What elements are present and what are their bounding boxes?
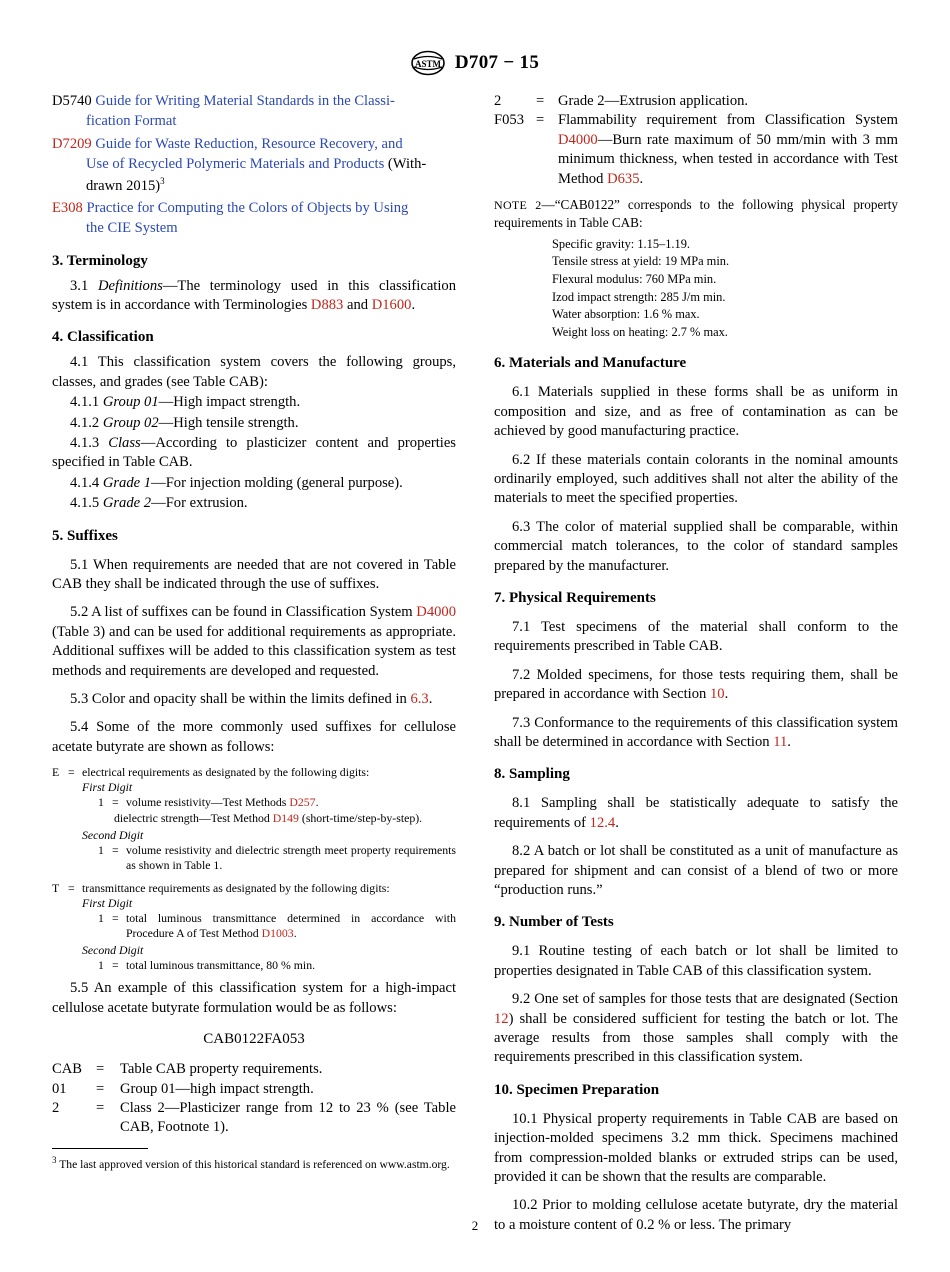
standard-designation: D707 − 15 <box>454 52 540 73</box>
reference-item-cont <box>52 155 456 174</box>
reference-title-line[interactable]: Guide for Waste Reduction, Resource Recovery, and <box>95 135 403 152</box>
desc-text-post: . <box>639 170 644 187</box>
note-2 <box>494 196 898 231</box>
paragraph-term: Group 01 <box>102 394 159 411</box>
paragraph-text-post: . <box>787 734 791 750</box>
suffix-description: electrical requirements as designated by the following digits: <box>82 765 370 780</box>
paragraph-number: 5.4 <box>70 719 89 736</box>
paragraph-term: Grade 2 <box>102 495 152 512</box>
digit-value: 1 <box>98 795 104 810</box>
link-d883[interactable]: D883 <box>310 297 344 314</box>
reference-title-line[interactable]: Guide for Writing Material Standards in the Classi- <box>95 93 395 109</box>
example-breakdown-table <box>52 1060 456 1138</box>
footnote-rule <box>52 1148 148 1149</box>
link-section-11[interactable]: 11 <box>773 734 788 750</box>
digit-text-pre: total luminous transmittance determined in accordance with Procedure A of Test Method <box>126 911 456 941</box>
section-heading-number-of-tests: 9. Number of Tests <box>494 914 614 931</box>
suffix-code: T <box>52 880 60 895</box>
digit-value: 1 <box>98 958 104 973</box>
paragraph-text: This classification system covers the following groups, classes, and grades (see Table CAB): <box>52 354 456 390</box>
second-digit-label: Second Digit <box>82 943 144 958</box>
paragraph-text-post: (Table 3) and can be used for additional requirements as appropriate. Additional suffixes will be added to this classification system as test methods and requirements are developed and requested. <box>52 623 456 679</box>
example-code-cell: 01 <box>52 1080 67 1097</box>
paragraph-text: Physical property requirements in Table CAB are based on injection-molded specimens 3.2 mm thick. Specimens machined from compression-molded blanks or extruded strips can be used, provided it can be shown that the results are comparable. <box>494 1110 898 1185</box>
example-code-cell: 2 <box>52 1100 60 1117</box>
link-d1600[interactable]: D1600 <box>371 297 412 314</box>
equals-sign: = <box>112 842 119 857</box>
paragraph-term: Definitions <box>97 277 163 294</box>
first-digit-label: First Digit <box>82 780 133 795</box>
paragraph-number: 10.2 <box>512 1197 538 1214</box>
example-description-cell: Class 2—Plasticizer range from 12 to 23 % (see Table CAB, Footnote 1). <box>120 1100 456 1136</box>
example-code-cell: CAB <box>52 1061 83 1078</box>
footnote-text <box>52 1155 456 1172</box>
paragraph-text: Prior to molding cellulose acetate butyrate, dry the material to a moisture content of 0.2 % or less. The primary <box>494 1197 899 1233</box>
paragraph-5-2 <box>52 603 456 681</box>
paragraph-number: 6.2 <box>512 451 531 468</box>
reference-id: D5740 <box>52 93 92 109</box>
second-digit-label: Second Digit <box>82 827 144 842</box>
example-description-cell <box>558 111 898 189</box>
equals-sign: = <box>96 1061 105 1078</box>
equals-sign: = <box>536 93 545 109</box>
digit-text-line2-pre: dielectric strength—Test Method <box>114 810 273 825</box>
paragraph-term: Grade 1 <box>102 474 152 491</box>
paragraph-4-1 <box>52 353 456 392</box>
digit-text-post: . <box>293 926 297 941</box>
note-text: —“CAB0122” corresponds to the following physical property requirements in Table CAB: <box>494 197 898 230</box>
suffix-digit-row <box>52 958 456 973</box>
paragraph-6-2 <box>494 451 898 509</box>
paragraph-text: If these materials contain colorants in the nominal amounts ordinarily employed, such additives shall not alter the ability of the materials to meet the specified properties. <box>494 451 898 507</box>
digit-description: total luminous transmittance, 80 % min. <box>126 958 316 973</box>
link-d4000[interactable]: D4000 <box>416 604 457 621</box>
paragraph-text-post: ) shall be considered sufficient for testing the batch or lot. The average results from those samples shall comply with the requirements prescribed in this classification system. <box>494 1010 898 1066</box>
two-column-body <box>52 92 898 1236</box>
svg-text:ASTM: ASTM <box>414 59 441 69</box>
paragraph-text: —For injection molding (general purpose). <box>151 474 403 491</box>
table-row <box>494 111 898 189</box>
section-heading-classification: 4. Classification <box>52 329 154 346</box>
paragraph-text: Some of the more commonly used suffixes for cellulose acetate butyrate are shown as follows: <box>52 719 456 755</box>
link-section-10[interactable]: 10 <box>709 686 725 703</box>
paragraph-text-pre: Conformance to the requirements of this classification system shall be determined in accordance with Section <box>494 714 898 750</box>
paragraph-4-1-3 <box>52 434 456 473</box>
paragraph-number: 5.3 <box>70 691 89 708</box>
link-12-4[interactable]: 12.4 <box>589 814 616 831</box>
link-d257[interactable]: D257 <box>289 795 316 810</box>
paragraph-4-1-4 <box>52 474 456 493</box>
paragraph-text: Test specimens of the material shall conform to the requirements prescribed in Table CAB. <box>494 618 899 655</box>
desc-text-mid: —Burn rate maximum of 50 mm/min with 3 mm minimum thickness, when tested in accordance with Test Method <box>558 131 898 187</box>
reference-id: D7209 <box>52 135 92 152</box>
paragraph-text: —High impact strength. <box>158 394 301 411</box>
paragraph-text-mid: and <box>343 297 372 314</box>
section-heading-specimen-preparation: 10. Specimen Preparation <box>494 1081 660 1098</box>
paragraph-number: 9.2 <box>512 991 531 1008</box>
digit-text-line2-post: (short-time/step-by-step). <box>298 810 423 825</box>
digit-description <box>126 911 456 941</box>
desc-text-pre: Flammability requirement from Classification System <box>558 112 898 129</box>
reference-title-line-2[interactable]: Use of Recycled Polymeric Materials and Products <box>86 156 385 173</box>
suffix-digit-row <box>52 795 456 810</box>
suffix-code: E <box>52 765 60 780</box>
paragraph-4-1-2 <box>52 414 456 433</box>
link-d1003[interactable]: D1003 <box>261 926 294 941</box>
paragraph-text: —For extrusion. <box>151 495 248 512</box>
paragraph-text: —The terminology used in this classification system is in accordance with Terminologies <box>52 277 456 314</box>
digit-text-pre: volume resistivity—Test Methods <box>126 795 290 810</box>
link-d635[interactable]: D635 <box>607 170 640 187</box>
digit-description <box>126 795 456 810</box>
equals-sign: = <box>112 958 119 973</box>
paragraph-number: 5.2 <box>70 604 89 621</box>
reference-item <box>52 199 456 218</box>
paragraph-number: 4.1.5 <box>70 495 100 512</box>
suffix-block-t <box>52 881 456 974</box>
table-row <box>52 1099 456 1138</box>
footnote-marker: 3 <box>160 175 165 186</box>
reference-suffix: (With- <box>384 156 427 173</box>
digit-value: 1 <box>98 911 104 926</box>
paragraph-number: 7.3 <box>512 714 531 731</box>
paragraph-number: 4.1 <box>70 354 89 371</box>
paragraph-text-post: . <box>724 686 729 703</box>
paragraph-number: 6.1 <box>512 384 531 401</box>
reference-item-cont <box>52 112 456 131</box>
note-label: NOTE 2 <box>494 198 542 213</box>
paragraph-3-1 <box>52 277 456 316</box>
paragraph-text: The color of material supplied shall be comparable, within commercial match tolerances, to the color of standard samples prepared by the manufacturer. <box>494 518 898 574</box>
paragraph-text: When requirements are needed that are not covered in Table CAB they shall be indicated through the use of suffixes. <box>52 556 456 592</box>
paragraph-text-pre: A list of suffixes can be found in Classification System <box>91 604 417 621</box>
astm-logo-icon <box>411 50 445 76</box>
link-d149[interactable]: D149 <box>272 810 299 825</box>
paragraph-number: 6.3 <box>512 518 531 535</box>
section-heading-materials-and-manufacture: 6. Materials and Manufacture <box>494 355 687 372</box>
paragraph-text: An example of this classification system for a high-impact cellulose acetate butyrate formulation would be as follows: <box>52 980 457 1016</box>
paragraph-6-3 <box>494 518 898 576</box>
footnote-block <box>52 1148 456 1172</box>
reference-title-line-3: drawn 2015) <box>86 177 161 194</box>
section-heading-sampling: 8. Sampling <box>494 766 570 783</box>
reference-title-line-2[interactable]: the CIE System <box>86 220 178 237</box>
paragraph-text-pre: One set of samples for those tests that are designated (Section <box>534 991 898 1008</box>
suffix-digit-row <box>52 843 456 873</box>
equals-sign: = <box>96 1100 105 1117</box>
link-section-12[interactable]: 12 <box>494 1010 509 1027</box>
paragraph-8-1 <box>494 794 898 833</box>
paragraph-text: Materials supplied in these forms shall be as uniform in composition and size, and as free of contamination as can be achieved by good manufacturing practice. <box>494 384 898 440</box>
paragraph-term: Group 02 <box>102 414 159 431</box>
list-item: Izod impact strength: 285 J/m min. <box>552 289 726 304</box>
example-breakdown-table-continued <box>494 92 898 189</box>
paragraph-4-1-5 <box>52 494 456 513</box>
paragraph-9-2 <box>494 990 898 1068</box>
paragraph-number: 8.2 <box>512 843 531 860</box>
table-row <box>52 1080 456 1099</box>
paragraph-number: 10.1 <box>512 1110 538 1127</box>
suffix-digit-row-cont <box>52 811 456 826</box>
digit-text-post: . <box>315 795 319 810</box>
paragraph-text: Routine testing of each batch or lot shall be limited to properties designated in Table CAB of this classification system. <box>494 943 898 979</box>
paragraph-text: A batch or lot shall be constituted as a unit of manufacture as prepared for shipment and can consist of a blend of two or more “production runs.” <box>494 843 898 898</box>
list-item: Specific gravity: 1.15–1.19. <box>552 236 690 251</box>
link-d4000[interactable]: D4000 <box>558 131 598 148</box>
paragraph-5-3 <box>52 690 456 709</box>
referenced-documents-list <box>52 92 456 239</box>
paragraph-number: 8.1 <box>512 795 531 812</box>
paragraph-term: Class <box>108 435 141 452</box>
paragraph-text-tail: . <box>411 297 416 314</box>
left-column <box>52 92 456 1236</box>
paragraph-text-pre: Molded specimens, for those tests requiring them, shall be prepared in accordance with Section <box>494 666 898 703</box>
paragraph-number: 4.1.2 <box>70 414 100 431</box>
paragraph-text-post: . <box>428 691 433 708</box>
equals-sign: = <box>68 880 75 895</box>
reference-id: E308 <box>52 199 83 216</box>
paragraph-number: 3.1 <box>70 277 89 294</box>
equals-sign: = <box>536 112 545 129</box>
reference-item <box>52 92 456 111</box>
paragraph-6-1 <box>494 383 898 441</box>
paragraph-text: —According to plasticizer content and properties specified in Table CAB. <box>52 435 456 471</box>
paragraph-5-4 <box>52 718 456 757</box>
reference-item <box>52 135 456 154</box>
paragraph-text-post: . <box>615 814 619 831</box>
reference-item-cont <box>52 176 456 196</box>
footnote-marker: 3 <box>52 1155 57 1165</box>
page-header <box>0 50 950 81</box>
paragraph-text-pre: Color and opacity shall be within the limits defined in <box>91 691 411 708</box>
suffix-description: transmittance requirements as designated by the following digits: <box>82 880 390 895</box>
list-item: Tensile stress at yield: 19 MPa min. <box>552 254 730 269</box>
example-description-cell: Table CAB property requirements. <box>120 1061 323 1078</box>
paragraph-9-1 <box>494 942 898 981</box>
paragraph-number: 7.1 <box>512 618 531 635</box>
paragraph-number: 4.1.4 <box>70 474 100 491</box>
list-item: Weight loss on heating: 2.7 % max. <box>552 324 728 339</box>
table-row <box>494 92 898 111</box>
suffix-digit-row <box>52 911 456 941</box>
reference-title-line[interactable]: Practice for Computing the Colors of Objects by Using <box>86 199 409 216</box>
paragraph-10-1 <box>494 1110 898 1188</box>
paragraph-8-2 <box>494 842 898 900</box>
example-code-cell: 2 <box>494 93 502 109</box>
section-heading-physical-requirements: 7. Physical Requirements <box>494 590 656 607</box>
paragraph-text-pre: Sampling shall be statistically adequate to satisfy the requirements of <box>494 795 898 831</box>
reference-title-line-2[interactable]: fication Format <box>86 113 177 130</box>
paragraph-5-1 <box>52 556 456 595</box>
paragraph-7-2 <box>494 666 898 705</box>
paragraph-number: 5.5 <box>70 980 89 997</box>
section-heading-suffixes: 5. Suffixes <box>52 527 118 544</box>
example-code-cell: F053 <box>494 112 525 129</box>
equals-sign: = <box>68 765 75 780</box>
equals-sign: = <box>112 795 119 810</box>
equals-sign: = <box>96 1080 105 1097</box>
paragraph-text: —High tensile strength. <box>158 414 299 431</box>
paragraph-number: 5.1 <box>70 556 89 573</box>
footnote-body: The last approved version of this historical standard is referenced on www.astm.org. <box>59 1157 450 1171</box>
reference-item-cont <box>52 219 456 238</box>
suffix-block-e <box>52 765 456 873</box>
right-column <box>494 92 898 1236</box>
paragraph-number: 4.1.3 <box>70 435 100 452</box>
paragraph-7-3 <box>494 714 898 753</box>
example-description-cell: Group 01—high impact strength. <box>120 1080 314 1097</box>
page-number: 2 <box>471 1218 479 1233</box>
digit-description: volume resistivity and dielectric strength meet property requirements as shown in Table 1. <box>126 842 456 872</box>
paragraph-number: 9.1 <box>512 943 531 960</box>
paragraph-7-1 <box>494 618 898 657</box>
paragraph-number: 4.1.1 <box>70 394 100 411</box>
list-item: Flexural modulus: 760 MPa min. <box>552 272 717 286</box>
list-item: Water absorption: 1.6 % max. <box>552 307 700 322</box>
property-requirements-list <box>494 236 898 342</box>
digit-value: 1 <box>98 842 104 857</box>
table-row <box>52 1060 456 1079</box>
section-heading-terminology: 3. Terminology <box>52 252 148 269</box>
link-6-3[interactable]: 6.3 <box>410 691 429 708</box>
first-digit-label: First Digit <box>82 895 133 910</box>
example-description-cell: Grade 2—Extrusion application. <box>558 93 749 109</box>
equals-sign: = <box>112 911 119 926</box>
paragraph-5-5 <box>52 979 456 1018</box>
paragraph-number: 7.2 <box>512 666 531 683</box>
example-code: CAB0122FA053 <box>203 1031 305 1048</box>
paragraph-4-1-1 <box>52 393 456 412</box>
